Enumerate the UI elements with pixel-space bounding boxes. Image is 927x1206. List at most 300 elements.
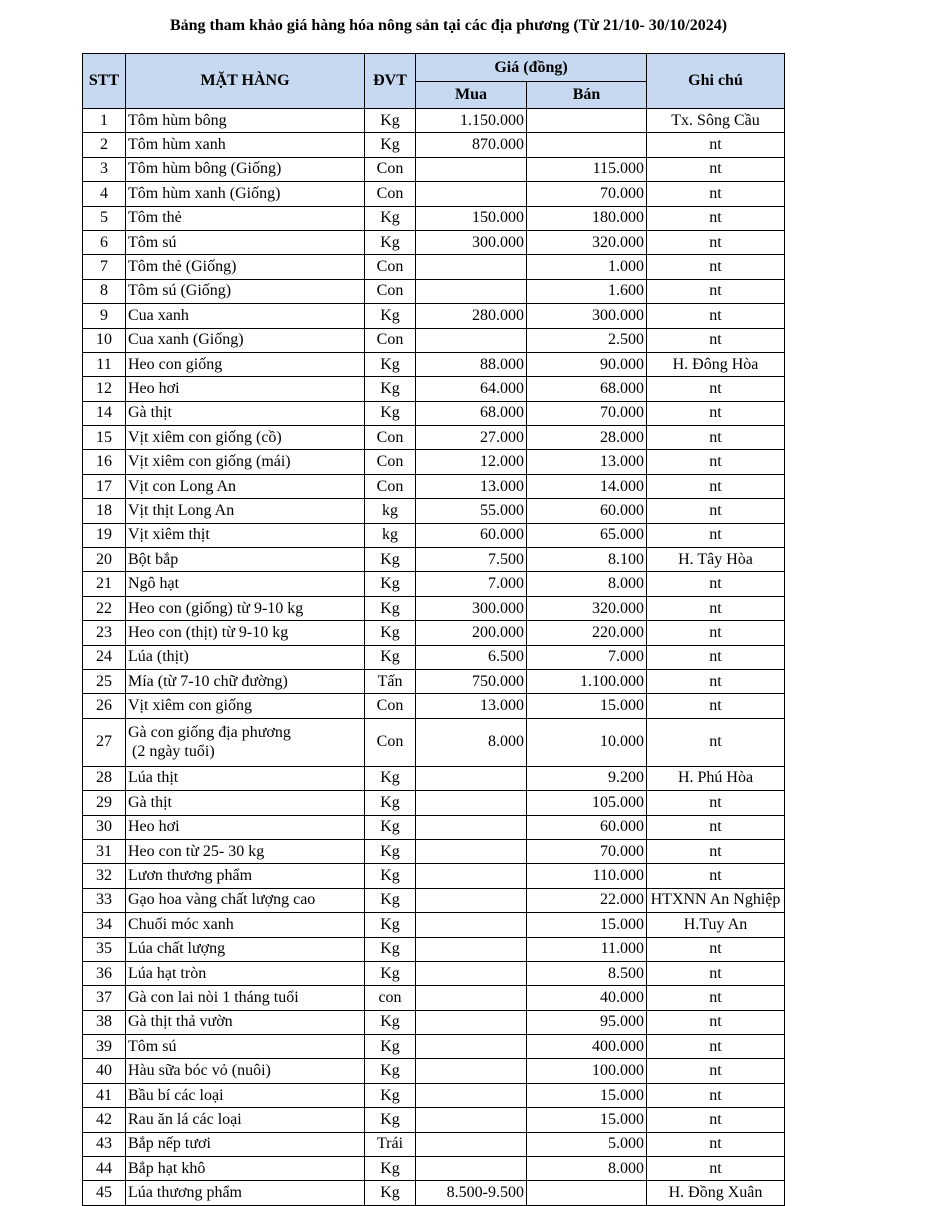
row-note: nt (647, 1132, 785, 1156)
table-row (83, 230, 785, 254)
row-buy-price: 7.000 (416, 572, 527, 596)
row-buy-price: 750.000 (416, 669, 527, 693)
row-item-name: Tôm sú (126, 230, 365, 254)
table-row (83, 279, 785, 303)
table-row (83, 1181, 785, 1205)
row-buy-price (416, 328, 527, 352)
row-buy-price: 60.000 (416, 523, 527, 547)
row-item-name: Rau ăn lá các loại (126, 1108, 365, 1132)
row-buy-price: 7.500 (416, 548, 527, 572)
row-unit: Kg (365, 864, 416, 888)
row-note: HTXNN An Nghiệp (647, 888, 785, 912)
row-buy-price (416, 1083, 527, 1107)
row-sell-price: 1.000 (527, 255, 647, 279)
row-unit: Kg (365, 815, 416, 839)
row-item-name-line1: Gà con giống địa phương (128, 724, 291, 742)
row-unit: Kg (365, 352, 416, 376)
row-note: nt (647, 596, 785, 620)
header-item: MẶT HÀNG (126, 54, 365, 109)
row-buy-price (416, 1132, 527, 1156)
row-note: nt (647, 864, 785, 888)
row-sell-price: 1.600 (527, 279, 647, 303)
row-note: nt (647, 474, 785, 498)
row-buy-price: 6.500 (416, 645, 527, 669)
row-note: nt (647, 279, 785, 303)
row-stt: 29 (83, 791, 126, 815)
row-buy-price (416, 986, 527, 1010)
row-item-name: Lươn thương phẩm (126, 864, 365, 888)
row-buy-price (416, 1010, 527, 1034)
table-row (83, 255, 785, 279)
row-note: nt (647, 133, 785, 157)
row-sell-price: 320.000 (527, 230, 647, 254)
row-stt: 25 (83, 669, 126, 693)
row-sell-price: 65.000 (527, 523, 647, 547)
row-item-name: Lúa (thịt) (126, 645, 365, 669)
row-note: nt (647, 255, 785, 279)
row-unit: Con (365, 426, 416, 450)
row-item-name: Heo con từ 25- 30 kg (126, 839, 365, 863)
table-row (83, 474, 785, 498)
row-buy-price: 300.000 (416, 230, 527, 254)
row-unit: Kg (365, 791, 416, 815)
table-row (83, 572, 785, 596)
row-item-name: Gà thịt (126, 791, 365, 815)
row-stt: 36 (83, 961, 126, 985)
row-stt: 5 (83, 206, 126, 230)
row-unit: Con (365, 328, 416, 352)
row-note: nt (647, 645, 785, 669)
row-sell-price: 300.000 (527, 304, 647, 328)
row-note: nt (647, 669, 785, 693)
row-buy-price: 870.000 (416, 133, 527, 157)
row-stt: 19 (83, 523, 126, 547)
row-note: nt (647, 694, 785, 718)
header-price: Giá (đồng) (416, 54, 647, 82)
header-buy: Mua (416, 82, 527, 109)
table-row (83, 157, 785, 181)
row-item-name: Vịt con Long An (126, 474, 365, 498)
row-sell-price: 7.000 (527, 645, 647, 669)
row-stt: 12 (83, 377, 126, 401)
row-buy-price (416, 1035, 527, 1059)
row-sell-price: 115.000 (527, 157, 647, 181)
row-unit: Kg (365, 1157, 416, 1181)
row-sell-price: 10.000 (527, 718, 647, 766)
row-unit: Kg (365, 1108, 416, 1132)
table-row (83, 1010, 785, 1034)
row-item-name: Lúa hạt tròn (126, 961, 365, 985)
row-item-name: Gà thịt (126, 401, 365, 425)
row-buy-price (416, 1157, 527, 1181)
row-unit: Kg (365, 937, 416, 961)
row-item-name: Vịt thịt Long An (126, 499, 365, 523)
row-buy-price: 88.000 (416, 352, 527, 376)
table-row (83, 815, 785, 839)
row-buy-price (416, 839, 527, 863)
row-note: nt (647, 206, 785, 230)
row-sell-price: 5.000 (527, 1132, 647, 1156)
row-note: nt (647, 1010, 785, 1034)
row-sell-price: 22.000 (527, 888, 647, 912)
row-item-name: Bắp hạt khô (126, 1157, 365, 1181)
table-row (83, 1108, 785, 1132)
row-buy-price: 1.150.000 (416, 109, 527, 133)
row-unit: Kg (365, 401, 416, 425)
row-note: H. Phú Hòa (647, 766, 785, 790)
row-unit: Kg (365, 133, 416, 157)
table-row (83, 450, 785, 474)
row-sell-price: 15.000 (527, 1083, 647, 1107)
row-item-name: Tôm sú (126, 1035, 365, 1059)
row-buy-price: 68.000 (416, 401, 527, 425)
row-item-name: Tôm hùm bông (126, 109, 365, 133)
row-item-name: Lúa chất lượng (126, 937, 365, 961)
row-unit: Con (365, 279, 416, 303)
table-row (83, 523, 785, 547)
row-stt: 23 (83, 621, 126, 645)
row-item-name: Ngô hạt (126, 572, 365, 596)
row-buy-price (416, 815, 527, 839)
row-unit: Con (365, 255, 416, 279)
row-buy-price: 12.000 (416, 450, 527, 474)
row-item-name: Heo hơi (126, 377, 365, 401)
table-row (83, 596, 785, 620)
row-item-name: Chuối móc xanh (126, 913, 365, 937)
row-stt: 39 (83, 1035, 126, 1059)
row-stt: 26 (83, 694, 126, 718)
row-sell-price (527, 1181, 647, 1205)
table-row (83, 377, 785, 401)
row-stt: 33 (83, 888, 126, 912)
row-unit: Kg (365, 645, 416, 669)
row-item-name: Lúa thịt (126, 766, 365, 790)
row-buy-price (416, 864, 527, 888)
row-sell-price: 70.000 (527, 839, 647, 863)
table-row (83, 548, 785, 572)
row-item-name: Gạo hoa vàng chất lượng cao (126, 888, 365, 912)
table-row (83, 352, 785, 376)
row-sell-price: 14.000 (527, 474, 647, 498)
row-stt: 9 (83, 304, 126, 328)
row-note: nt (647, 1035, 785, 1059)
row-sell-price: 9.200 (527, 766, 647, 790)
row-note: nt (647, 523, 785, 547)
row-buy-price (416, 913, 527, 937)
row-stt: 30 (83, 815, 126, 839)
row-item-name: Tôm sú (Giống) (126, 279, 365, 303)
row-stt: 31 (83, 839, 126, 863)
row-note: nt (647, 328, 785, 352)
row-buy-price: 300.000 (416, 596, 527, 620)
row-note: nt (647, 572, 785, 596)
row-stt: 16 (83, 450, 126, 474)
row-unit: Kg (365, 1035, 416, 1059)
table-row (83, 839, 785, 863)
row-buy-price: 64.000 (416, 377, 527, 401)
row-item-name: Heo con (thịt) từ 9-10 kg (126, 621, 365, 645)
row-stt: 18 (83, 499, 126, 523)
row-sell-price: 15.000 (527, 694, 647, 718)
row-item-name: Lúa thương phẩm (126, 1181, 365, 1205)
row-buy-price (416, 1059, 527, 1083)
row-unit: Kg (365, 377, 416, 401)
row-unit: Con (365, 182, 416, 206)
row-stt: 14 (83, 401, 126, 425)
row-item-name: Gà con lai nòi 1 tháng tuổi (126, 986, 365, 1010)
row-unit: Kg (365, 572, 416, 596)
row-note: nt (647, 230, 785, 254)
row-sell-price (527, 109, 647, 133)
row-unit: Con (365, 694, 416, 718)
row-note: nt (647, 377, 785, 401)
table-row (83, 499, 785, 523)
row-item-name (126, 718, 365, 766)
header-sell: Bán (527, 82, 647, 109)
row-buy-price: 8.500-9.500 (416, 1181, 527, 1205)
row-note: nt (647, 718, 785, 766)
row-sell-price: 60.000 (527, 499, 647, 523)
row-unit: Kg (365, 839, 416, 863)
row-unit: Tấn (365, 669, 416, 693)
row-stt: 15 (83, 426, 126, 450)
row-unit: Kg (365, 621, 416, 645)
row-stt: 10 (83, 328, 126, 352)
row-item-name: Cua xanh (126, 304, 365, 328)
row-note: Tx. Sông Cầu (647, 109, 785, 133)
table-row (83, 621, 785, 645)
row-buy-price (416, 157, 527, 181)
row-stt: 4 (83, 182, 126, 206)
row-sell-price: 320.000 (527, 596, 647, 620)
row-note: H.Tuy An (647, 913, 785, 937)
row-item-name: Gà thịt thả vườn (126, 1010, 365, 1034)
table-row (83, 645, 785, 669)
row-sell-price: 70.000 (527, 401, 647, 425)
row-stt: 20 (83, 548, 126, 572)
row-stt: 45 (83, 1181, 126, 1205)
table-row (83, 1132, 785, 1156)
row-item-name: Cua xanh (Giống) (126, 328, 365, 352)
table-row (83, 182, 785, 206)
row-item-name: Vịt xiêm con giống (cồ) (126, 426, 365, 450)
row-note: nt (647, 1157, 785, 1181)
row-stt: 21 (83, 572, 126, 596)
row-stt: 24 (83, 645, 126, 669)
row-item-name: Tôm thẻ (126, 206, 365, 230)
row-buy-price: 280.000 (416, 304, 527, 328)
table-row (83, 328, 785, 352)
row-unit: Kg (365, 961, 416, 985)
row-sell-price: 2.500 (527, 328, 647, 352)
row-sell-price: 95.000 (527, 1010, 647, 1034)
row-unit: Kg (365, 913, 416, 937)
row-item-name: Tôm thẻ (Giống) (126, 255, 365, 279)
row-unit: Kg (365, 1083, 416, 1107)
row-buy-price (416, 961, 527, 985)
row-item-name: Tôm hùm xanh (Giống) (126, 182, 365, 206)
table-row (83, 109, 785, 133)
row-stt: 42 (83, 1108, 126, 1132)
row-sell-price: 110.000 (527, 864, 647, 888)
row-unit: Con (365, 157, 416, 181)
header-note: Ghi chú (647, 54, 785, 109)
row-sell-price: 70.000 (527, 182, 647, 206)
row-sell-price (527, 133, 647, 157)
row-unit: Kg (365, 206, 416, 230)
row-note: nt (647, 815, 785, 839)
row-item-name: Hàu sữa bóc vỏ (nuôi) (126, 1059, 365, 1083)
table-row (83, 864, 785, 888)
row-stt: 41 (83, 1083, 126, 1107)
table-row (83, 1083, 785, 1107)
row-note: nt (647, 1083, 785, 1107)
row-item-name: Bắp nếp tươi (126, 1132, 365, 1156)
table-body (83, 109, 785, 1206)
row-stt: 44 (83, 1157, 126, 1181)
row-sell-price: 100.000 (527, 1059, 647, 1083)
row-stt: 27 (83, 718, 126, 766)
row-item-name: Mía (từ 7-10 chữ đường) (126, 669, 365, 693)
row-note: nt (647, 986, 785, 1010)
row-stt: 2 (83, 133, 126, 157)
row-stt: 40 (83, 1059, 126, 1083)
row-buy-price: 55.000 (416, 499, 527, 523)
row-unit: Con (365, 450, 416, 474)
row-buy-price (416, 279, 527, 303)
header-stt: STT (83, 54, 126, 109)
row-item-name: Heo hơi (126, 815, 365, 839)
row-sell-price: 90.000 (527, 352, 647, 376)
row-note: nt (647, 450, 785, 474)
row-buy-price: 150.000 (416, 206, 527, 230)
row-buy-price: 27.000 (416, 426, 527, 450)
row-unit: Kg (365, 1059, 416, 1083)
row-buy-price (416, 937, 527, 961)
row-note: nt (647, 621, 785, 645)
row-note: nt (647, 499, 785, 523)
document-title: Bảng tham khảo giá hàng hóa nông sản tại các địa phương (Từ 21/10- 30/10/2024) (169, 17, 728, 34)
row-note: H. Đông Hòa (647, 352, 785, 376)
row-stt: 43 (83, 1132, 126, 1156)
table-row (83, 791, 785, 815)
row-item-name: Vịt xiêm con giống (126, 694, 365, 718)
row-buy-price (416, 888, 527, 912)
row-stt: 22 (83, 596, 126, 620)
row-unit: Kg (365, 596, 416, 620)
row-sell-price: 180.000 (527, 206, 647, 230)
row-stt: 17 (83, 474, 126, 498)
row-note: nt (647, 426, 785, 450)
table-row (83, 401, 785, 425)
row-note: nt (647, 1059, 785, 1083)
row-note: nt (647, 937, 785, 961)
row-stt: 32 (83, 864, 126, 888)
row-note: H. Đồng Xuân (647, 1181, 785, 1205)
row-unit: Kg (365, 1181, 416, 1205)
row-stt: 8 (83, 279, 126, 303)
row-buy-price (416, 791, 527, 815)
row-sell-price: 1.100.000 (527, 669, 647, 693)
row-stt: 34 (83, 913, 126, 937)
row-note: nt (647, 304, 785, 328)
table-row (83, 1059, 785, 1083)
table-row (83, 961, 785, 985)
row-sell-price: 60.000 (527, 815, 647, 839)
row-buy-price: 13.000 (416, 474, 527, 498)
row-sell-price: 400.000 (527, 1035, 647, 1059)
row-sell-price: 40.000 (527, 986, 647, 1010)
row-item-name: Vịt xiêm thịt (126, 523, 365, 547)
row-note: nt (647, 182, 785, 206)
price-table (82, 53, 785, 1206)
row-buy-price (416, 182, 527, 206)
row-stt: 38 (83, 1010, 126, 1034)
row-unit: Kg (365, 230, 416, 254)
row-sell-price: 28.000 (527, 426, 647, 450)
row-item-name-line2: (2 ngày tuổi) (128, 743, 215, 761)
row-sell-price: 11.000 (527, 937, 647, 961)
row-item-name: Vịt xiêm con giống (mái) (126, 450, 365, 474)
row-item-name: Heo con (giống) từ 9-10 kg (126, 596, 365, 620)
row-note: H. Tây Hòa (647, 548, 785, 572)
table-row (83, 1157, 785, 1181)
header-unit: ĐVT (365, 54, 416, 109)
row-sell-price: 15.000 (527, 913, 647, 937)
row-note: nt (647, 157, 785, 181)
table-row (83, 1035, 785, 1059)
table-row (83, 133, 785, 157)
row-buy-price (416, 1108, 527, 1132)
row-unit: Kg (365, 548, 416, 572)
table-row (83, 304, 785, 328)
row-note: nt (647, 839, 785, 863)
row-unit: Kg (365, 109, 416, 133)
row-unit: Con (365, 474, 416, 498)
row-unit: Kg (365, 304, 416, 328)
row-sell-price: 8.000 (527, 1157, 647, 1181)
row-note: nt (647, 1108, 785, 1132)
row-stt: 28 (83, 766, 126, 790)
row-buy-price (416, 766, 527, 790)
row-stt: 37 (83, 986, 126, 1010)
table-row (83, 206, 785, 230)
row-unit: Kg (365, 1010, 416, 1034)
row-stt: 11 (83, 352, 126, 376)
table-row (83, 937, 785, 961)
row-unit: Kg (365, 766, 416, 790)
row-stt: 7 (83, 255, 126, 279)
row-sell-price: 68.000 (527, 377, 647, 401)
row-sell-price: 8.100 (527, 548, 647, 572)
table-row (83, 669, 785, 693)
row-buy-price: 8.000 (416, 718, 527, 766)
row-item-name: Tôm hùm bông (Giống) (126, 157, 365, 181)
row-unit: Con (365, 718, 416, 766)
row-stt: 6 (83, 230, 126, 254)
row-unit: Trái (365, 1132, 416, 1156)
table-row (83, 766, 785, 790)
row-item-name: Bột bắp (126, 548, 365, 572)
row-stt: 1 (83, 109, 126, 133)
row-unit: Kg (365, 888, 416, 912)
row-sell-price: 220.000 (527, 621, 647, 645)
row-unit: kg (365, 523, 416, 547)
row-item-name: Heo con giống (126, 352, 365, 376)
row-item-name: Bầu bí các loại (126, 1083, 365, 1107)
row-stt: 35 (83, 937, 126, 961)
table-row (83, 913, 785, 937)
